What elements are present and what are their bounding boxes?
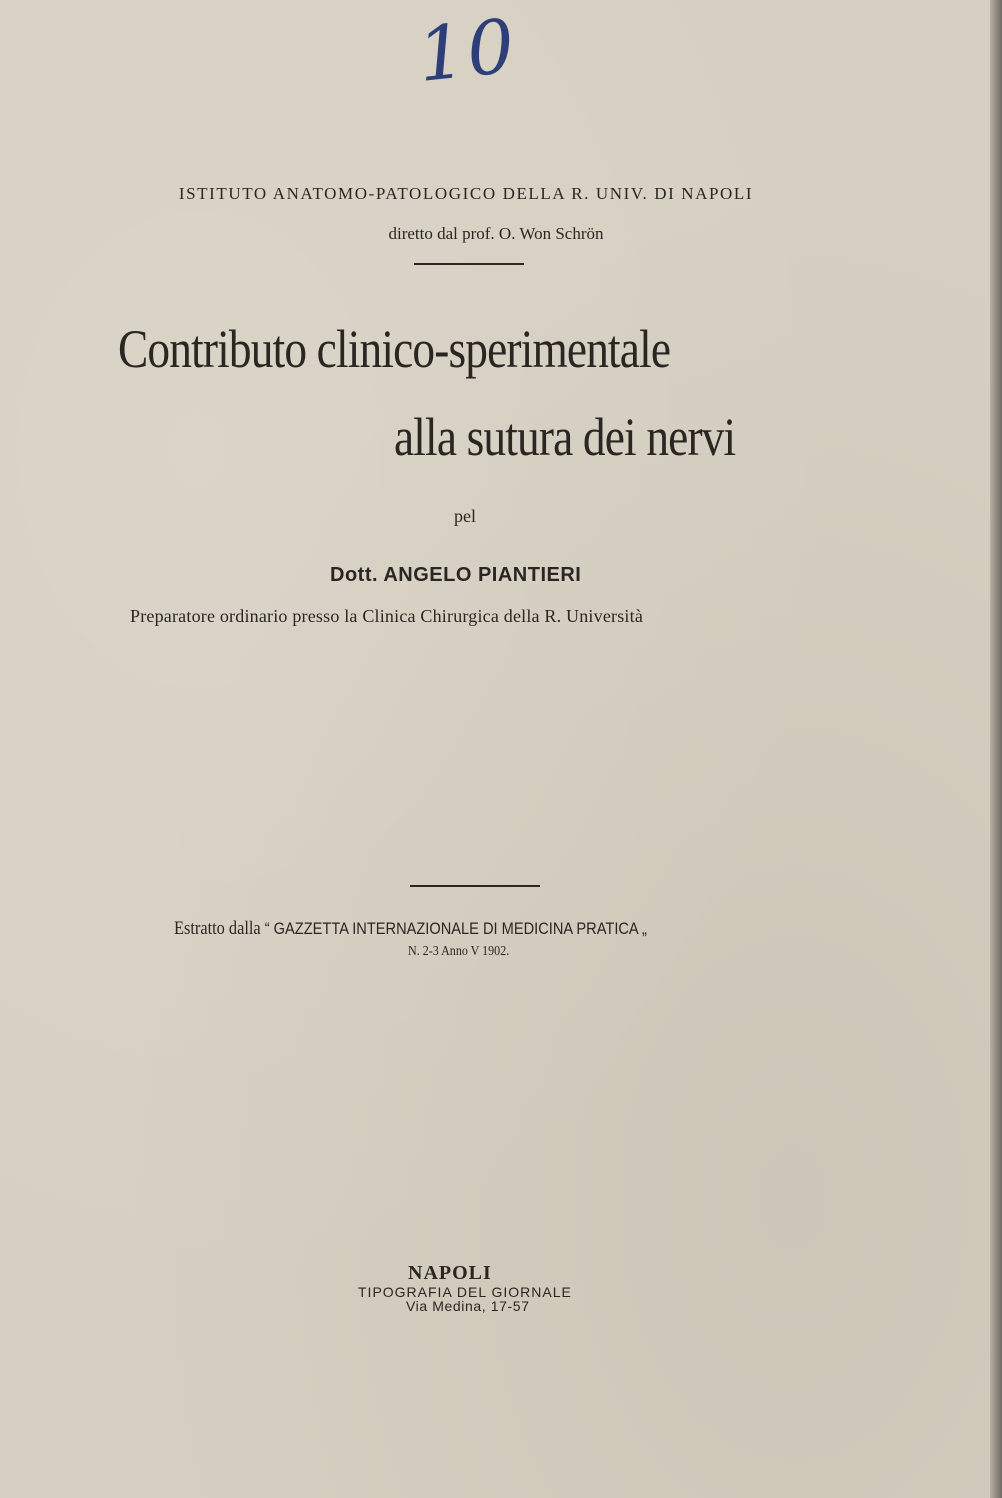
imprint-address: Via Medina, 17-57 (406, 1298, 530, 1314)
handwritten-note: 10 (413, 3, 521, 99)
imprint-city: NAPOLI (408, 1262, 492, 1284)
publication-name: “ GAZZETTA INTERNAZIONALE DI MEDICINA PRATICA „ (264, 919, 647, 938)
page-edge-shadow (990, 0, 1002, 1498)
byline-preposition: pel (454, 506, 476, 526)
divider-rule-top (414, 263, 524, 265)
author-name: Dott. ANGELO PIANTIERI (330, 564, 582, 586)
title-line-1: Contributo clinico-sperimentale (118, 319, 671, 379)
imprint-printer: TIPOGRAFIA DEL GIORNALE (358, 1284, 572, 1300)
author-affiliation: Preparatore ordinario presso la Clinica Chirurgica della R. Università (130, 606, 644, 626)
extract-line (174, 918, 647, 940)
title-line-2: alla sutura dei nervi (394, 407, 736, 467)
institute-heading: ISTITUTO ANATOMO-PATOLOGICO DELLA R. UNIV. DI NAPOLI (178, 184, 754, 203)
issue-info: N. 2-3 Anno V 1902. (408, 944, 510, 959)
director-line: diretto dal prof. O. Won Schrön (388, 224, 604, 243)
extract-prefix: Estratto dalla (174, 918, 261, 939)
divider-rule-middle (410, 885, 540, 887)
